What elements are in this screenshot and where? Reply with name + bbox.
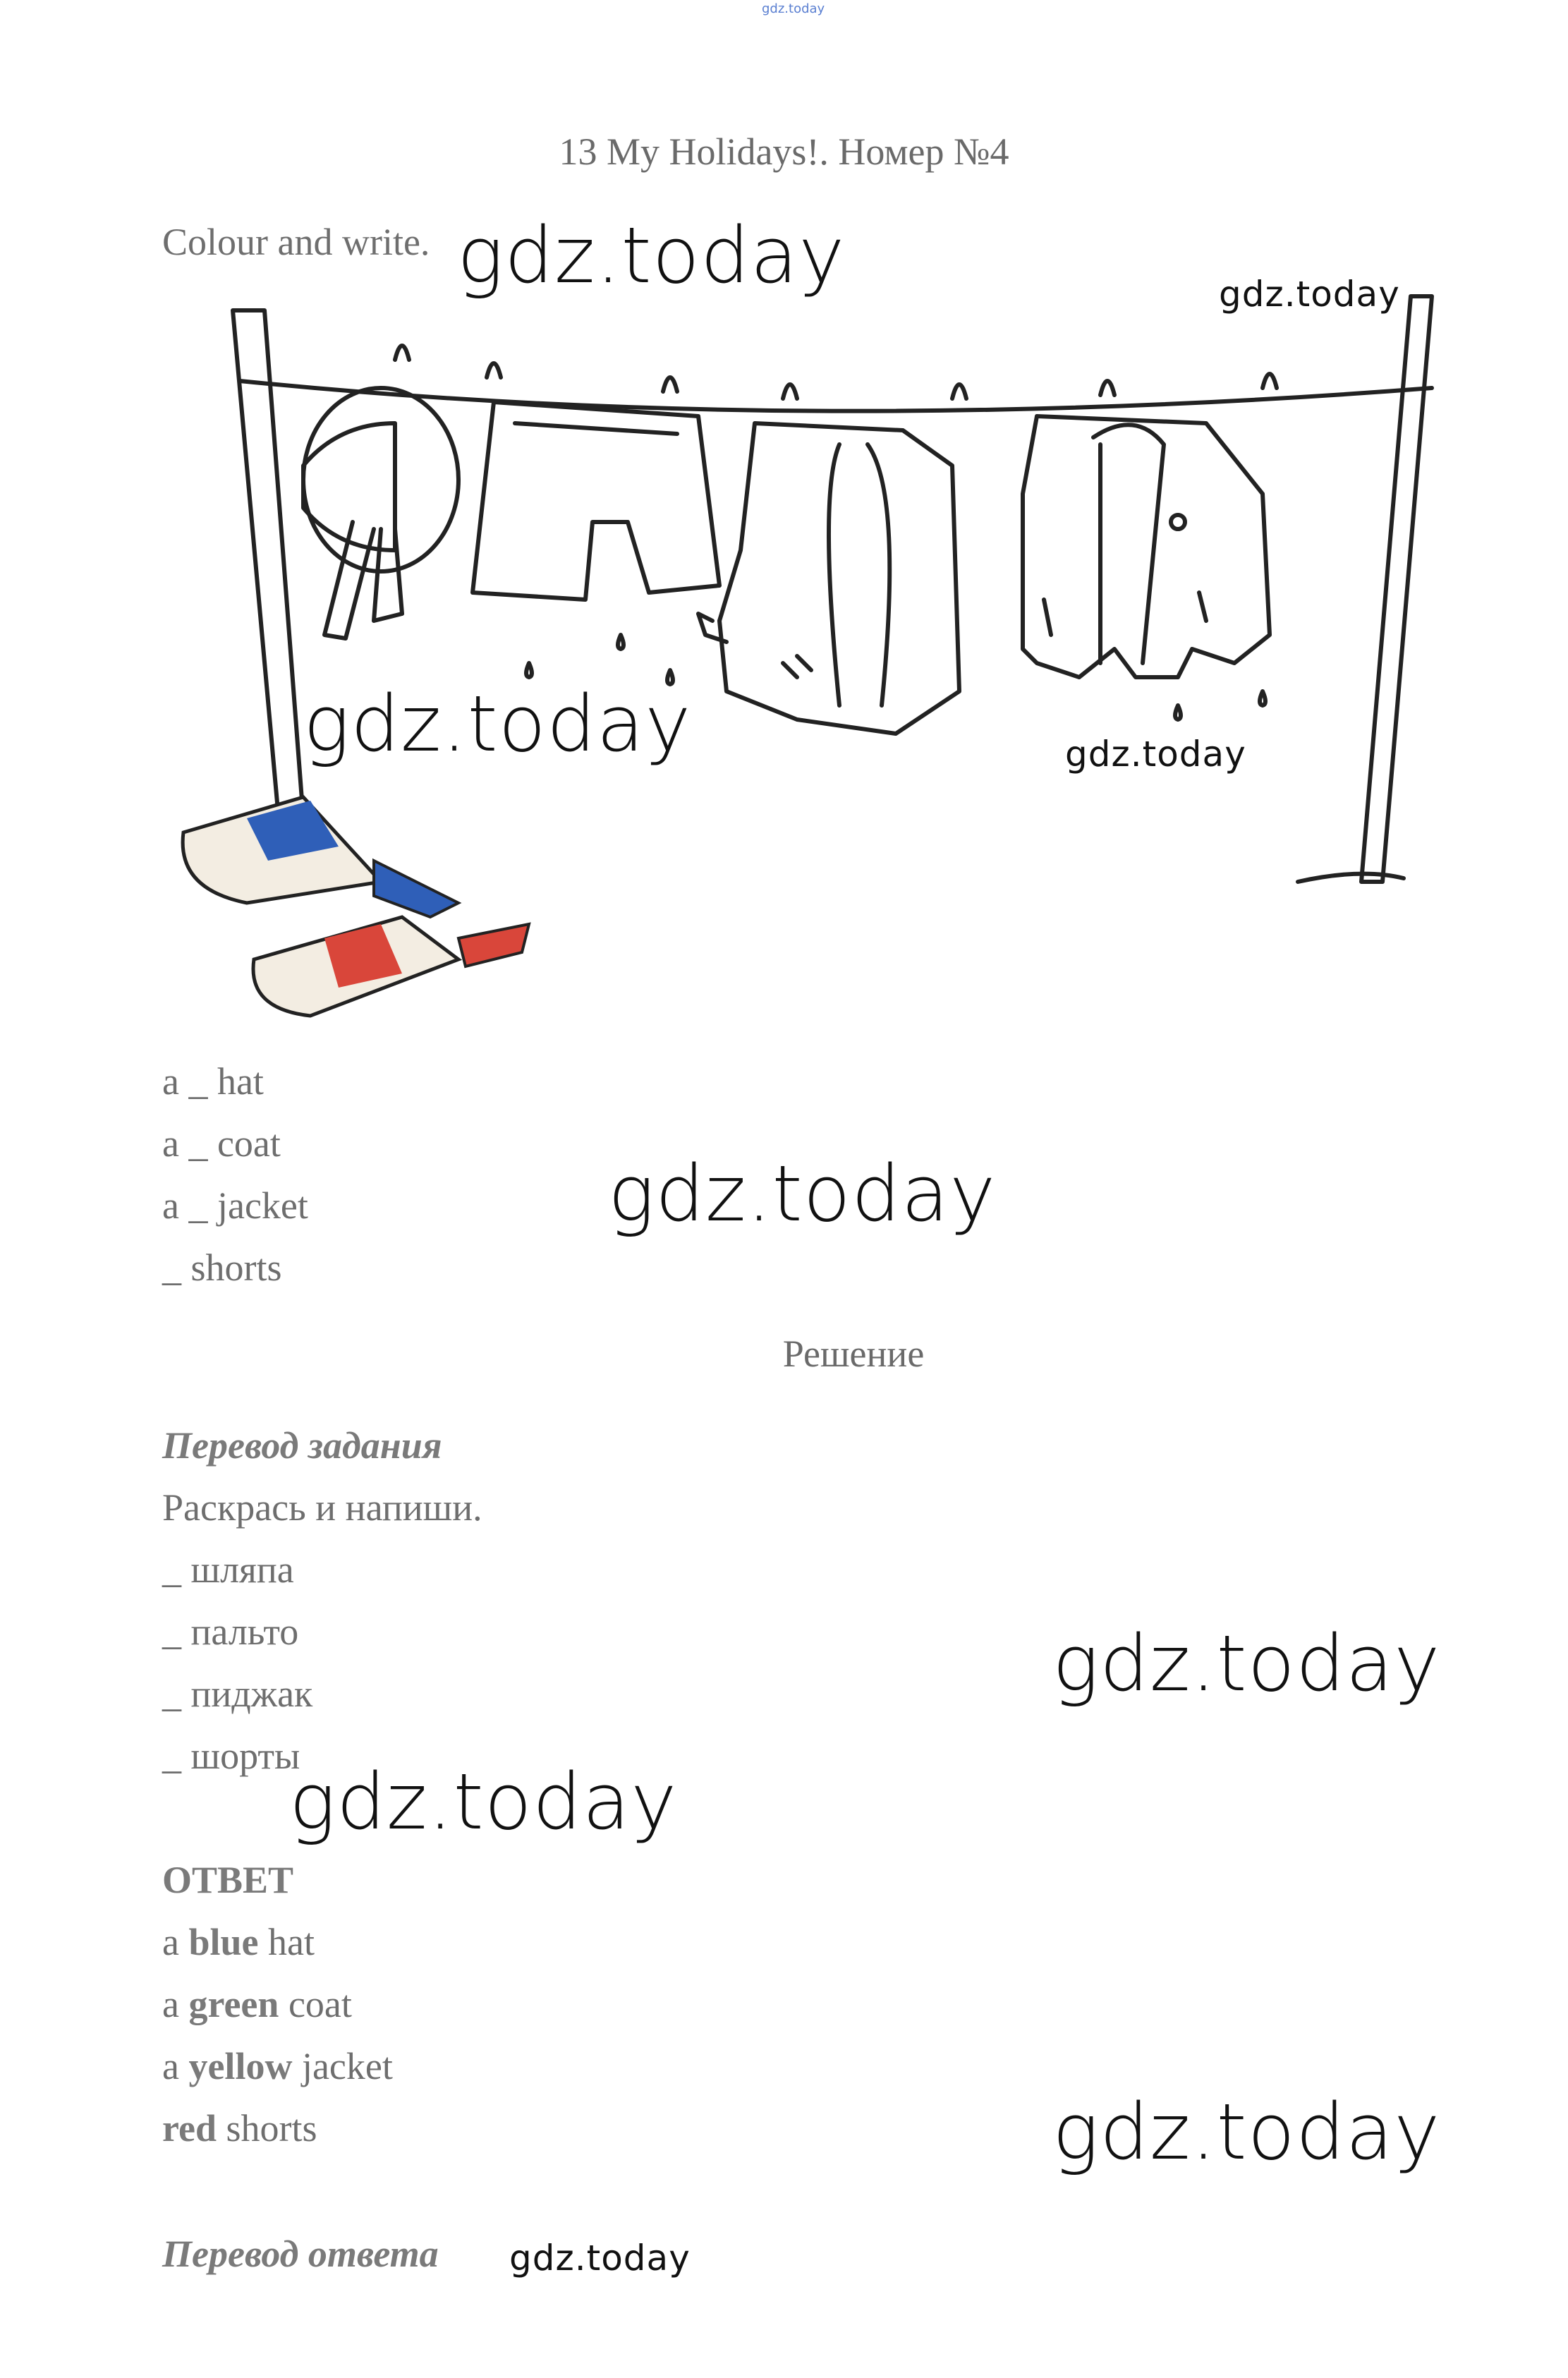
answer-noun: coat bbox=[279, 1983, 352, 2025]
answer-translation-heading: Перевод ответа bbox=[162, 2233, 439, 2275]
page-title: 13 My Holidays!. Номер №4 bbox=[559, 131, 1009, 173]
task-instruction: Colour and write. bbox=[162, 221, 430, 263]
task-item-coat: a _ coat bbox=[162, 1122, 281, 1165]
pegs bbox=[395, 346, 1277, 399]
translation-item-coat: _ пальто bbox=[162, 1610, 299, 1653]
solution-heading: Решение bbox=[782, 1333, 925, 1375]
red-paint-tube bbox=[253, 917, 529, 1016]
answer-color: red bbox=[162, 2107, 217, 2149]
watermark: gdz.today bbox=[608, 1148, 997, 1239]
answer-noun: hat bbox=[258, 1921, 315, 1963]
coat-drawing bbox=[698, 423, 959, 734]
watermark: gdz.today bbox=[303, 679, 692, 769]
watermark: gdz.today bbox=[289, 1757, 678, 1847]
watermark: gdz.today bbox=[1065, 734, 1246, 775]
watermark: gdz.today bbox=[509, 2238, 691, 2279]
answer-noun: jacket bbox=[292, 2045, 393, 2087]
translation-heading: Перевод задания bbox=[162, 1424, 442, 1467]
answer-color: blue bbox=[188, 1921, 259, 1963]
watermark: gdz.today bbox=[1052, 2087, 1441, 2177]
shorts-drawing bbox=[473, 402, 719, 684]
answer-row bbox=[162, 1920, 315, 1964]
answer-row bbox=[162, 2044, 393, 2088]
grass bbox=[1298, 874, 1404, 882]
blue-paint-tube bbox=[183, 797, 458, 917]
answer-article: a bbox=[162, 1921, 189, 1963]
right-pole bbox=[1361, 296, 1432, 882]
task-item-jacket: a _ jacket bbox=[162, 1184, 308, 1227]
task-item-hat: a _ hat bbox=[162, 1060, 264, 1103]
watermark: gdz.today bbox=[1052, 1618, 1441, 1709]
answer-heading: ОТВЕТ bbox=[162, 1859, 294, 1901]
answer-color: green bbox=[188, 1983, 279, 2025]
hat-drawing bbox=[303, 388, 458, 638]
translation-instruction: Раскрась и напиши. bbox=[162, 1486, 482, 1529]
watermark: gdz.today bbox=[1219, 274, 1400, 315]
answer-noun: shorts bbox=[217, 2107, 317, 2149]
translation-item-hat: _ шляпа bbox=[162, 1548, 294, 1591]
task-item-shorts: _ shorts bbox=[162, 1246, 282, 1289]
answer-article: a bbox=[162, 2045, 189, 2087]
translation-item-shorts: _ шорты bbox=[162, 1735, 300, 1777]
answer-article: a bbox=[162, 1983, 189, 2025]
translation-item-jacket: _ пиджак bbox=[162, 1673, 313, 1715]
top-watermark: gdz.today bbox=[762, 1, 825, 16]
clothesline-illustration bbox=[162, 282, 1446, 1030]
answer-color: yellow bbox=[188, 2045, 293, 2087]
watermark: gdz.today bbox=[457, 210, 846, 301]
answer-row bbox=[162, 2106, 317, 2150]
jacket-drawing bbox=[1023, 416, 1270, 720]
answer-row bbox=[162, 1982, 352, 2026]
rope bbox=[240, 381, 1432, 411]
